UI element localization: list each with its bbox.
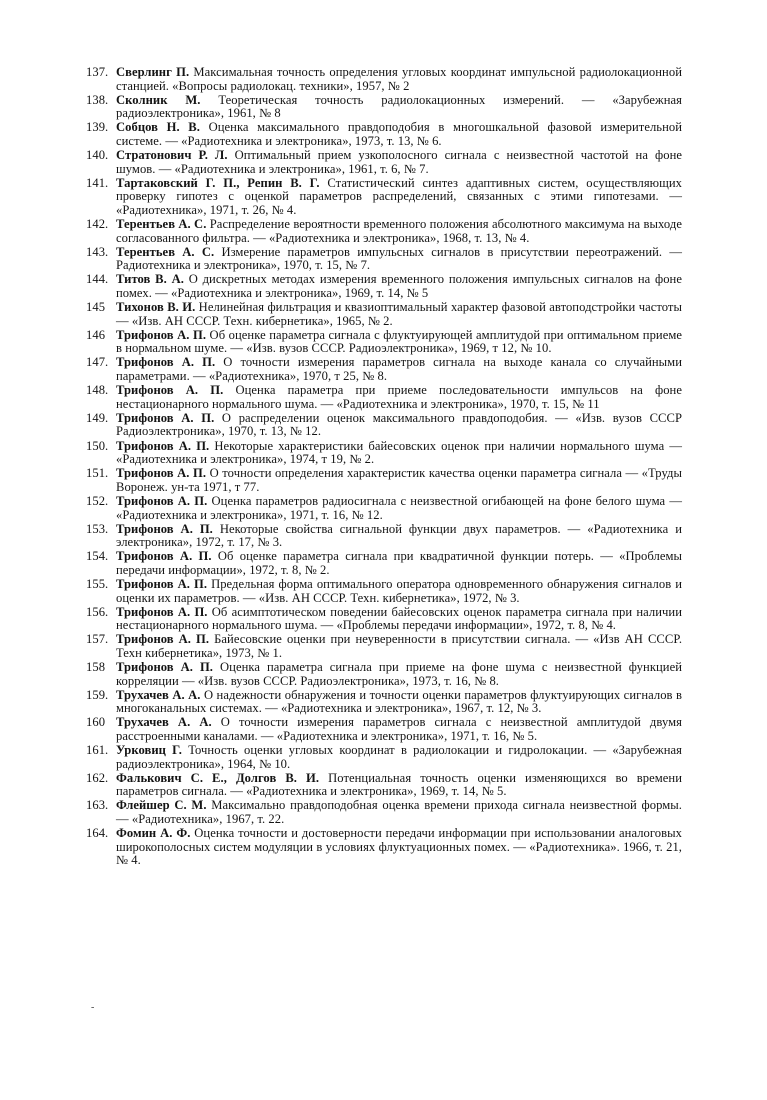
reference-authors: Трифонов А. П. xyxy=(116,383,224,398)
reference-text: Максимальная точность определения угловых координат импульсной радиолокационной станцией. «Вопросы радиолокац. техники», 1957, № 2 xyxy=(116,65,682,93)
reference-number: 145 xyxy=(86,300,106,315)
reference-item xyxy=(86,716,682,743)
reference-number: 154. xyxy=(86,549,109,564)
reference-authors: Трифонов А. П. xyxy=(116,632,210,647)
reference-number: 150. xyxy=(86,438,109,453)
reference-authors: Трифонов А. П. xyxy=(116,438,210,453)
reference-item xyxy=(86,149,682,176)
reference-text: О точности измерения параметров сигнала с неизвестной амплитудой двумя расстроенными каналами. — «Радиотехника и электроника», 1971, т. 16, № 5. xyxy=(116,715,682,743)
reference-text: Оценка параметра при приеме последовательности импульсов на фоне нестационарного нормального шума. — «Радиотехника и электроника», 1970, т. 15, № 11 xyxy=(116,383,682,411)
reference-authors: Урковиц Г. xyxy=(116,743,182,758)
reference-authors: Трифонов А. П. xyxy=(116,549,212,564)
stray-mark: - xyxy=(91,1002,95,1013)
reference-authors: Собцов Н. В. xyxy=(116,120,200,135)
reference-number: 142. xyxy=(86,217,109,232)
reference-authors: Трифонов А. П. xyxy=(116,327,207,342)
reference-number: 155. xyxy=(86,576,109,591)
reference-number: 151. xyxy=(86,466,109,481)
reference-authors: Титов В. А. xyxy=(116,272,184,287)
reference-authors: Трухачев А. А. xyxy=(116,715,212,730)
reference-text: Нелинейная фильтрация и квазиоптимальный характер фазовой автоподстройки частоты — «Изв. АН СССР. Техн. кибернетика», 1965, № 2. xyxy=(116,300,683,328)
reference-text: Максимально правдоподобная оценка времени прихода сигнала неизвестной формы. — «Радиотехника», 1967, т. 22. xyxy=(116,798,682,827)
reference-text: Потенциальная точность оценки изменяющихся во времени параметров сигнала. — «Радиотехника и электроника», 1969, т. 14, № 5. xyxy=(116,770,682,799)
reference-number: 153. xyxy=(86,521,109,536)
reference-item xyxy=(86,177,682,218)
reference-number: 138. xyxy=(86,92,109,107)
reference-number: 146 xyxy=(86,327,106,342)
reference-list xyxy=(86,66,682,868)
reference-item xyxy=(86,329,682,356)
reference-text: Оптимальный прием узкополосного сигнала с неизвестной частотой на фоне шумов. — «Радиотехника и электроника», 1961, т. 6, № 7. xyxy=(116,148,682,176)
reference-text: Оценка параметров радиосигнала с неизвестной огибающей на фоне белого шума — «Радиотехника и электроника», 1971, т. 16, № 12. xyxy=(116,493,682,522)
reference-item xyxy=(86,246,682,273)
reference-item xyxy=(86,633,682,660)
reference-number: 140. xyxy=(86,148,109,163)
reference-authors: Флейшер С. М. xyxy=(116,798,207,813)
reference-number: 159. xyxy=(86,687,109,702)
reference-text: Некоторые характеристики байесовских оценок при наличии нормального шума — «Радиотехника и электроника», 1974, т 19, № 2. xyxy=(116,438,683,467)
reference-item xyxy=(86,550,682,577)
reference-number: 161. xyxy=(86,743,109,758)
reference-number: 147. xyxy=(86,355,109,370)
reference-item xyxy=(86,356,682,383)
reference-authors: Трифонов А. П. xyxy=(116,660,214,675)
reference-text: Оценка параметра сигнала при приеме на фоне шума с неизвестной функцией корреляции — «Изв. вузов СССР. Радиоэлектроника», 1973, т. 16, № 8. xyxy=(116,660,682,688)
reference-number: 152. xyxy=(86,493,109,508)
reference-number: 144. xyxy=(86,272,109,287)
reference-item xyxy=(86,218,682,245)
reference-text: Оценка максимального правдоподобия в многошкальной фазовой измерительной системе. — «Радиотехника и электроника», 1973, т. 13, № 6. xyxy=(116,120,683,148)
reference-item xyxy=(86,689,682,716)
reference-authors: Трифонов А. П. xyxy=(116,521,213,536)
reference-item xyxy=(86,661,682,688)
reference-authors: Фалькович С. Е., Долгов В. И. xyxy=(116,770,320,785)
reference-text: Об асимптотическом поведении байесовских оценок параметра сигнала при наличии нестационарного нормального шума. — «Проблемы передачи информации», 1972, т. 8, № 4. xyxy=(116,604,682,633)
reference-item xyxy=(86,301,682,328)
reference-item xyxy=(86,495,682,522)
reference-authors: Терентьев А. С. xyxy=(116,244,215,259)
reference-authors: Стратонович Р. Л. xyxy=(116,148,228,163)
reference-text: О надежности обнаружения и точности оценки параметров флуктуирующих сигналов в многоканальных системах. — «Радиотехника и электроника», 1967, т. 12, № 3. xyxy=(116,687,683,716)
reference-item xyxy=(86,121,682,148)
reference-item xyxy=(86,799,682,826)
reference-number: 143. xyxy=(86,244,109,259)
reference-number: 158 xyxy=(86,660,106,675)
reference-authors: Трифонов А. П. xyxy=(116,493,208,508)
reference-item xyxy=(86,273,682,300)
reference-text: Статистический синтез адаптивных систем, осуществляющих проверку гипотез с оценкой параметров распределений, связанных с этими гипотезами. — «Радиотехника», 1971, т. 26, № 4. xyxy=(116,175,683,217)
reference-text: Измерение параметров импульсных сигналов в присутствии переотражений. — Радиотехника и электроника», 1970, т. 15, № 7. xyxy=(116,244,682,273)
reference-authors: Трифонов А. П. xyxy=(116,410,215,425)
reference-number: 160 xyxy=(86,715,106,730)
reference-text: О точности определения характеристик качества оценки параметра сигнала — «Труды Воронеж. ун-та 1971, т 77. xyxy=(116,466,682,494)
reference-authors: Трифонов А. П. xyxy=(116,576,208,591)
reference-item xyxy=(86,66,682,93)
reference-authors: Фомин А. Ф. xyxy=(116,826,191,841)
reference-number: 141. xyxy=(86,175,109,190)
reference-authors: Тихонов В. И. xyxy=(116,300,196,315)
reference-item xyxy=(86,744,682,771)
reference-number: 157. xyxy=(86,632,109,647)
reference-number: 156. xyxy=(86,604,109,619)
reference-text: О точности измерения параметров сигнала на выходе канала со случайными параметрами. — «Радиотехника», 1970, т 25, № 8. xyxy=(116,355,682,384)
reference-text: Оценка точности и достоверности передачи информации при использовании аналоговых широкополосных систем модуляции в условиях флуктуационных помех. — «Радиотехника». 1966, т. 21, № 4. xyxy=(116,826,682,868)
reference-authors: Тартаковский Г. П., Репин В. Г. xyxy=(116,175,320,190)
reference-number: 164. xyxy=(86,826,109,841)
reference-text: Байесовские оценки при неуверенности в присутствии сигнала. — «Изв АН СССР. Техн кибернетика», 1973, № 1. xyxy=(116,632,683,660)
reference-text: Об оценке параметра сигнала при квадратичной функции потерь. — «Проблемы передачи информации», 1972, т. 8, № 2. xyxy=(116,549,683,577)
reference-text: Предельная форма оптимального оператора одновременного обнаружения сигналов и оценки их параметров. — «Изв. АН СССР. Техн. кибернетика», 1972, № 3. xyxy=(116,576,682,605)
reference-authors: Трифонов А. П. xyxy=(116,466,207,481)
reference-authors: Трифонов А. П. xyxy=(116,355,216,370)
reference-item xyxy=(86,523,682,550)
reference-authors: Трухачев А. А. xyxy=(116,687,201,702)
reference-item xyxy=(86,94,682,121)
reference-authors: Трифонов А. П. xyxy=(116,604,208,619)
reference-item xyxy=(86,606,682,633)
reference-number: 139. xyxy=(86,120,109,135)
reference-number: 163. xyxy=(86,798,109,813)
reference-authors: Сверлинг П. xyxy=(116,65,190,79)
reference-text: О дискретных методах измерения временного положения импульсных сигналов на фоне помех. — «Радиотехника и электроника», 1969, т. 14, № 5 xyxy=(116,272,682,300)
reference-item xyxy=(86,412,682,439)
reference-item xyxy=(86,578,682,605)
reference-item xyxy=(86,440,682,467)
reference-number: 162. xyxy=(86,770,109,785)
reference-item xyxy=(86,384,682,411)
reference-text: Теоретическая точность радиолокационных измерений. — «Зарубежная радиоэлектроника», 1961, № 8 xyxy=(116,92,682,121)
reference-text: Некоторые свойства сигнальной функции двух параметров. — «Радиотехника и электроника», 1972, т. 17, № 3. xyxy=(116,521,683,550)
reference-text: О распределении оценок максимального правдоподобия. — «Изв. вузов СССР Радиоэлектроника», 1970, т. 13, № 12. xyxy=(116,410,683,439)
reference-item xyxy=(86,467,682,494)
reference-item xyxy=(86,827,682,868)
reference-authors: Терентьев А. С. xyxy=(116,217,207,232)
reference-number: 149. xyxy=(86,410,109,425)
reference-text: Точность оценки угловых координат в радиолокации и гидролокации. — «Зарубежная радиоэлектроника», 1964, № 10. xyxy=(116,743,682,771)
reference-text: Об оценке параметра сигнала с флуктуирующей амплитудой при оптимальном приеме в нормальном шуме. — «Изв. вузов СССР. Радиоэлектроника», 1969, т 12, № 10. xyxy=(116,327,683,356)
reference-text: Распределение вероятности временного положения абсолютного максимума на выходе согласованного фильтра. — «Радиотехника и электроника», 1968, т. 13, № 4. xyxy=(116,217,682,245)
reference-number: 148. xyxy=(86,383,109,398)
reference-authors: Сколник М. xyxy=(116,92,201,107)
reference-item xyxy=(86,772,682,799)
reference-number: 137. xyxy=(86,65,109,79)
